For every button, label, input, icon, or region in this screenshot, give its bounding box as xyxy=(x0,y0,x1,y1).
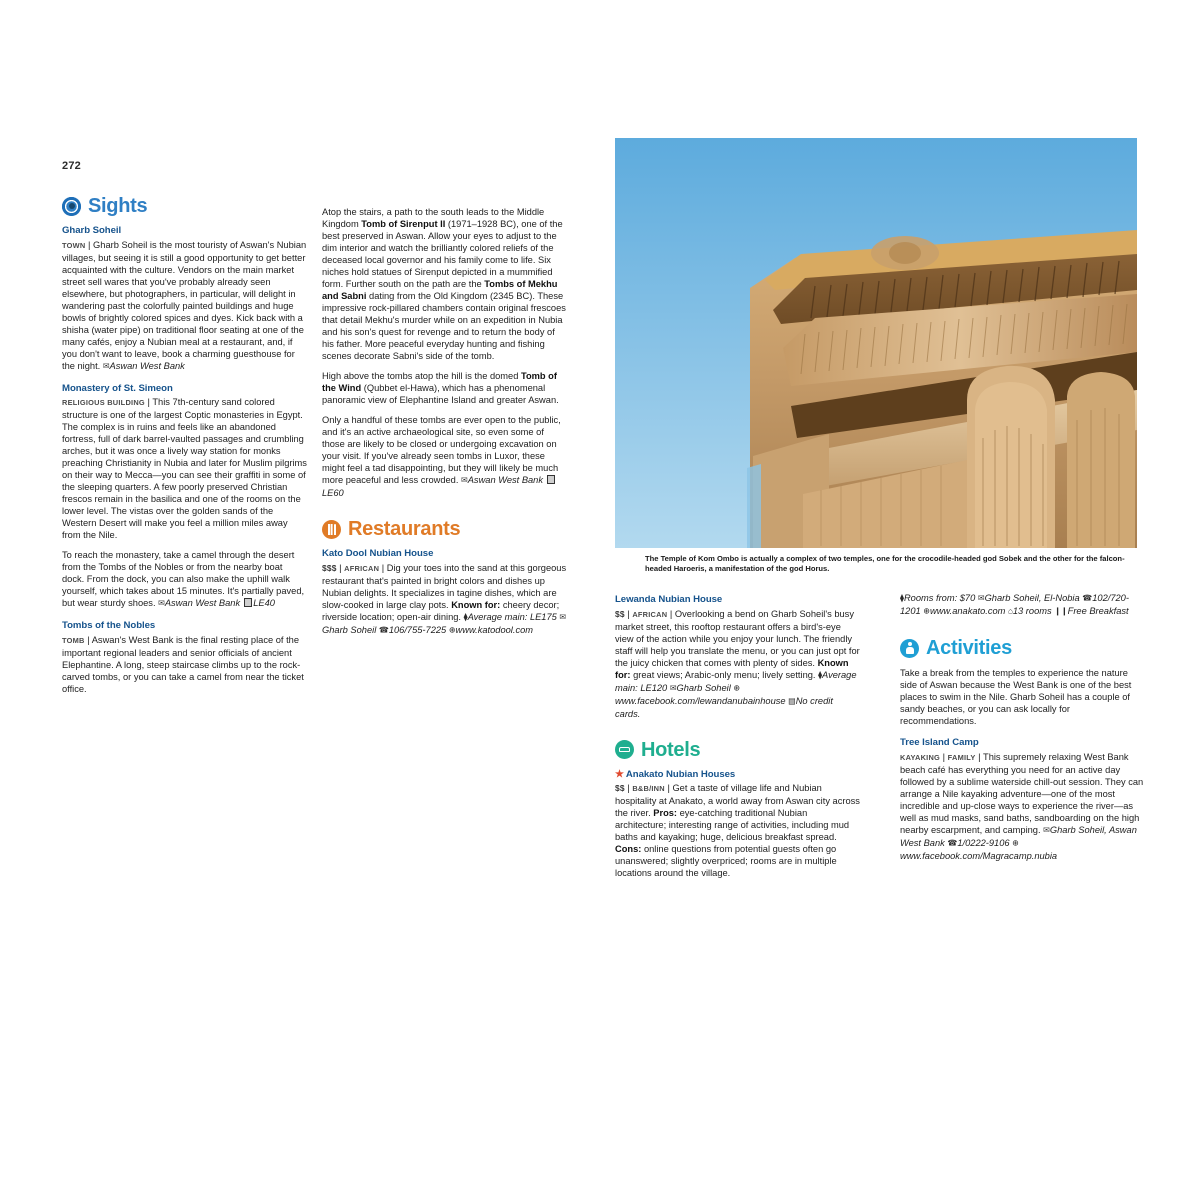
entry-text: Get a taste of village life and Nubian hospitality at Anakato, a world away from Aswan city across the river. xyxy=(615,783,860,818)
entry-category-1: KAYAKING xyxy=(900,752,941,762)
entry-title-lewanda: Lewanda Nubian House xyxy=(615,594,723,605)
entry-text: Dig your toes into the sand at this gorgeous restaurant that's painted in bright colors and dishes up Nubian delights. It specializes in tagine dishes, which are slow-cooked in large clay pots. xyxy=(322,562,567,610)
entry-category: TOWN xyxy=(62,240,86,250)
price-icon xyxy=(244,598,253,607)
entry-body-anakato xyxy=(615,782,860,879)
meals-icon: ❙❙ xyxy=(1054,606,1068,616)
entry-address: Aswan West Bank xyxy=(467,475,544,485)
section-header-restaurants xyxy=(322,519,567,539)
web-icon: ⊕ xyxy=(448,625,456,634)
average-main-label: Average main: xyxy=(615,669,857,693)
phone-icon: ☎ xyxy=(378,625,389,634)
separator: | xyxy=(669,608,675,619)
entry-body-tombs-nobles-2 xyxy=(322,206,567,362)
phone-icon: ☎ xyxy=(947,838,958,847)
section-title-restaurants: Restaurants xyxy=(348,518,461,540)
address-icon: ✉ xyxy=(559,612,567,621)
entry-text: (1971–1928 BC), one of the best preserved in Aswan. Allow your eyes to adjust to the dim interior and watch the brilliantly colored reliefs of the deceased local governor and his family come to life. Six niches hold statues of Sirenput depicted in a mummified form. Further south on the path are the xyxy=(322,219,563,289)
phone-icon: ☎ xyxy=(1082,593,1093,603)
known-for-text: cheery decor; riverside location; open-air dining. xyxy=(322,599,560,622)
entry-phone: 1/0222-9106 xyxy=(957,837,1010,848)
web-icon: ⊕ xyxy=(733,683,741,692)
address-icon: ✉ xyxy=(1043,825,1050,834)
entry-meals: Free Breakfast xyxy=(1067,606,1129,616)
average-main-value: LE120 xyxy=(640,682,668,693)
entry-category: AFRICAN xyxy=(632,609,668,619)
page-number: 272 xyxy=(62,160,81,172)
entry-category-2: FAMILY xyxy=(947,752,976,762)
known-for-label: Known for: xyxy=(451,599,501,610)
entry-address: Aswan West Bank xyxy=(109,360,185,371)
entry-text: Only a handful of these tombs are ever open to the public, and it's an active archaeological site, so even some of those are likely to be closed or undergoing excavation on your visit. If you've already seen tombs in Luxor, these might feel a tad disappointing, but they will likely be much more peaceful and less crowded. xyxy=(322,415,561,485)
bold-run: Tomb of Sirenput II xyxy=(361,219,446,229)
entry-web: www.anakato.com xyxy=(929,606,1006,616)
separator: | xyxy=(942,751,948,762)
separator: | xyxy=(667,783,673,793)
separator: | xyxy=(88,239,94,250)
entry-title-gharb-soheil: Gharb Soheil xyxy=(62,225,122,236)
separator: | xyxy=(339,562,345,573)
rooms-from-label: Rooms from: xyxy=(903,593,958,603)
star-icon: ★ xyxy=(615,768,624,780)
section-header-hotels xyxy=(615,740,860,760)
bed-icon xyxy=(615,740,634,759)
address-icon: ✉ xyxy=(461,475,468,485)
money-icon: ⧫ xyxy=(818,670,823,679)
entry-note: No credit cards. xyxy=(615,695,833,719)
entry-title-kato-dool: Kato Dool Nubian House xyxy=(322,548,434,559)
separator: | xyxy=(87,634,92,645)
cons-label: Cons: xyxy=(615,844,642,854)
photo-canvas xyxy=(615,138,1137,548)
photo-illustration xyxy=(615,138,1137,548)
entry-address: Gharb Soheil xyxy=(322,624,377,635)
column-1 xyxy=(62,196,307,1026)
entry-price-tier: $$ xyxy=(615,608,625,619)
entry-body-lewanda xyxy=(615,608,860,720)
note-icon: ▤ xyxy=(788,696,796,705)
entry-category: B&B/INN xyxy=(632,784,665,793)
entry-body-monastery-2 xyxy=(62,549,307,610)
entry-price: LE40 xyxy=(253,598,275,608)
section-title-activities: Activities xyxy=(926,637,1012,659)
temple-photograph xyxy=(615,138,1137,548)
separator: | xyxy=(381,562,387,573)
entry-web: www.facebook.com/lewandanubainhouse xyxy=(615,695,786,706)
separator: | xyxy=(978,751,984,762)
entry-body-tombs-nobles-1 xyxy=(62,634,307,695)
column-3 xyxy=(615,592,860,1032)
entry-text: (Qubbet el-Hawa), which has a phenomenal panoramic view of Elephantine Island and greater Aswan. xyxy=(322,383,559,405)
entry-price: LE60 xyxy=(322,488,344,498)
entry-rooms: 13 rooms xyxy=(1012,606,1052,616)
section-header-sights xyxy=(62,196,307,216)
section-title-sights: Sights xyxy=(88,195,148,217)
entry-title-tree-island: Tree Island Camp xyxy=(900,737,979,748)
cons-text: online questions from potential guests often go unanswered; slightly overpriced; rooms are in multiple locations around the village. xyxy=(615,844,837,878)
address-icon: ✉ xyxy=(669,683,677,692)
entry-body-kato-dool xyxy=(322,562,567,637)
entry-title-tombs-nobles: Tombs of the Nobles xyxy=(62,620,156,631)
known-for-label: Known for: xyxy=(615,657,849,680)
entry-title-text: Anakato Nubian Houses xyxy=(625,768,736,780)
entry-category: RELIGIOUS BUILDING xyxy=(62,398,145,407)
entry-address: Gharb Soheil, Aswan West Bank xyxy=(900,824,1137,848)
rooms-from-value: $70 xyxy=(959,593,976,603)
column-2 xyxy=(322,206,567,1026)
pros-text: eye-catching traditional Nubian architecture; interesting range of activities, including mud baths and kayaking; huge, delicious breakfast spread. xyxy=(615,808,850,842)
average-main-label: Average main: xyxy=(467,611,528,622)
entry-title-anakato xyxy=(615,769,860,781)
section-header-activities xyxy=(900,638,1145,658)
entry-address: Aswan West Bank xyxy=(164,598,241,608)
entry-text: Aswan's West Bank is the final resting place of the important regional leaders and senior officials of ancient Elephantine. A long, steep staircase climbs up to the rock-carved tombs, or you can take a camel from near the ticket office. xyxy=(62,634,304,694)
web-icon: ⊕ xyxy=(923,606,930,616)
entry-title-monastery: Monastery of St. Simeon xyxy=(62,382,173,394)
web-icon: ⊕ xyxy=(1012,838,1019,847)
section-title-hotels: Hotels xyxy=(641,738,701,761)
entry-web: www.katodool.com xyxy=(455,624,534,635)
rooms-icon: ⌂ xyxy=(1008,606,1013,616)
price-icon xyxy=(547,475,556,484)
fork-knife-icon xyxy=(322,520,341,539)
entry-text: To reach the monastery, take a camel through the desert from the Tombs of the Nobles or from the nearby boat dock. From the dock, you can also make the uphill walk yourself, which takes about 15 minutes. It's partially paved, but wear sturdy shoes. xyxy=(62,550,305,608)
photo-caption: The Temple of Kom Ombo is actually a complex of two temples, one for the crocodile-headed god Sobek and the other for the falcon-headed Haroeris, a manifestation of the god Horus. xyxy=(645,554,1125,573)
address-icon: ✉ xyxy=(158,598,165,608)
entry-body-anakato-continued xyxy=(900,592,1145,618)
pros-label: Pros: xyxy=(653,808,678,818)
entry-text: High above the tombs atop the hill is the domed xyxy=(322,371,521,381)
entry-text: Gharb Soheil is the most touristy of Aswan's Nubian villages, but seeing it is still a good opportunity to get better acquainted with the culture. Vendors on the main market street sell wares that you've probably already seen elsewhere, but photographers, in particular, will delight in wandering past the colorfully painted buildings and huge bowls of brightly colored spices and dyes. Kick back with a shisha (water pipe) on traditional floor seating at one of the many cafés, enjoy a Nubian meal at a restaurant, and, if you don't want to leave, book a charming guesthouse for the night. xyxy=(62,239,307,371)
bold-run: Tombs of Mekhu and Sabni xyxy=(322,279,558,301)
entry-address: Gharb Soheil, El-Nobia xyxy=(984,593,1080,603)
address-icon: ✉ xyxy=(977,593,985,603)
entry-body-tombs-nobles-4 xyxy=(322,414,567,499)
person-icon xyxy=(900,639,919,658)
address-icon: ✉ xyxy=(102,361,110,370)
entry-text: Atop the stairs, a path to the south leads to the Middle Kingdom xyxy=(322,207,545,229)
entry-text: This 7th-century sand colored structure is one of the largest Coptic monasteries in Egypt. The complex is in ruins and feels like an abandoned fortress, full of dark barrel-vaulted passages and crumbling arches, but it was once a lively way station for monks preaching Christianity in Nubia and later for Muslim pilgrims on their way to Mecca—you can see their graffiti in some of the sleeping quarters. A few poorly preserved Christian frescos remain in the basilica and one of the rooms on the lower level. The vistas over the golden sands of the Western Desert will make you feel a million miles away from the Nile. xyxy=(62,397,307,540)
average-main-value: LE175 xyxy=(529,611,557,622)
entry-price-tier: $$ xyxy=(615,783,625,793)
column-4 xyxy=(900,592,1145,1032)
entry-category: TOMB xyxy=(62,635,85,645)
known-for-text: great views; Arabic-only menu; lively setting. xyxy=(633,669,816,680)
separator: | xyxy=(627,783,633,793)
entry-body-tombs-nobles-3 xyxy=(322,370,567,406)
eye-icon xyxy=(62,197,81,216)
entry-price-tier: $$$ xyxy=(322,562,337,573)
entry-text: Overlooking a bend on Gharb Soheil's busy market street, this rooftop restaurant offers a bird's-eye view of the action while you enjoy your lunch. The friendly staff will help you translate the menu, or you can just opt for the juicy chicken that comes with plenty of sides. xyxy=(615,608,860,668)
entry-web: www.facebook.com/Magracamp.nubia xyxy=(900,850,1058,861)
entry-body-monastery-1 xyxy=(62,396,307,541)
entry-body-gharb-soheil xyxy=(62,239,307,373)
separator: | xyxy=(147,397,153,407)
entry-text: dating from the Old Kingdom (2345 BC). These impressive rock-pillared chambers contain original frescoes that detail Mekhu's murder while on an expedition in Nubia and his son's quest for revenge and to return the body of his father. More peaceful everyday hunting and fishing scenes decorate Sabni's side of the tomb. xyxy=(322,291,566,361)
separator: | xyxy=(627,608,633,619)
entry-body-tree-island xyxy=(900,751,1145,862)
entry-address: Gharb Soheil xyxy=(676,682,731,693)
activities-intro: Take a break from the temples to experience the nature side of Aswan because the West Bank is one of the best places to swim in the Nile. Gharb Soheil has a couple of sandy beaches, or you can ask locally for recommendations. xyxy=(900,668,1132,726)
entry-category: AFRICAN xyxy=(344,563,380,573)
money-icon: ⧫ xyxy=(900,593,904,603)
entry-text: This supremely relaxing West Bank beach café has everything you need for an active day followed by a sublime waterside chill-out session. They can arrange a Nile kayaking adventure—one of the most incredible and up-close ways to experience the river—as well as mud masks, sand baths, sandboarding on the high nearby escarpment, and camping. xyxy=(900,751,1144,835)
entry-phone: 106/755-7225 xyxy=(388,624,447,635)
bold-run: Tomb of the Wind xyxy=(322,371,557,393)
entry-phone: 102/720-1201 xyxy=(900,593,1129,616)
money-icon: ⧫ xyxy=(463,612,468,621)
